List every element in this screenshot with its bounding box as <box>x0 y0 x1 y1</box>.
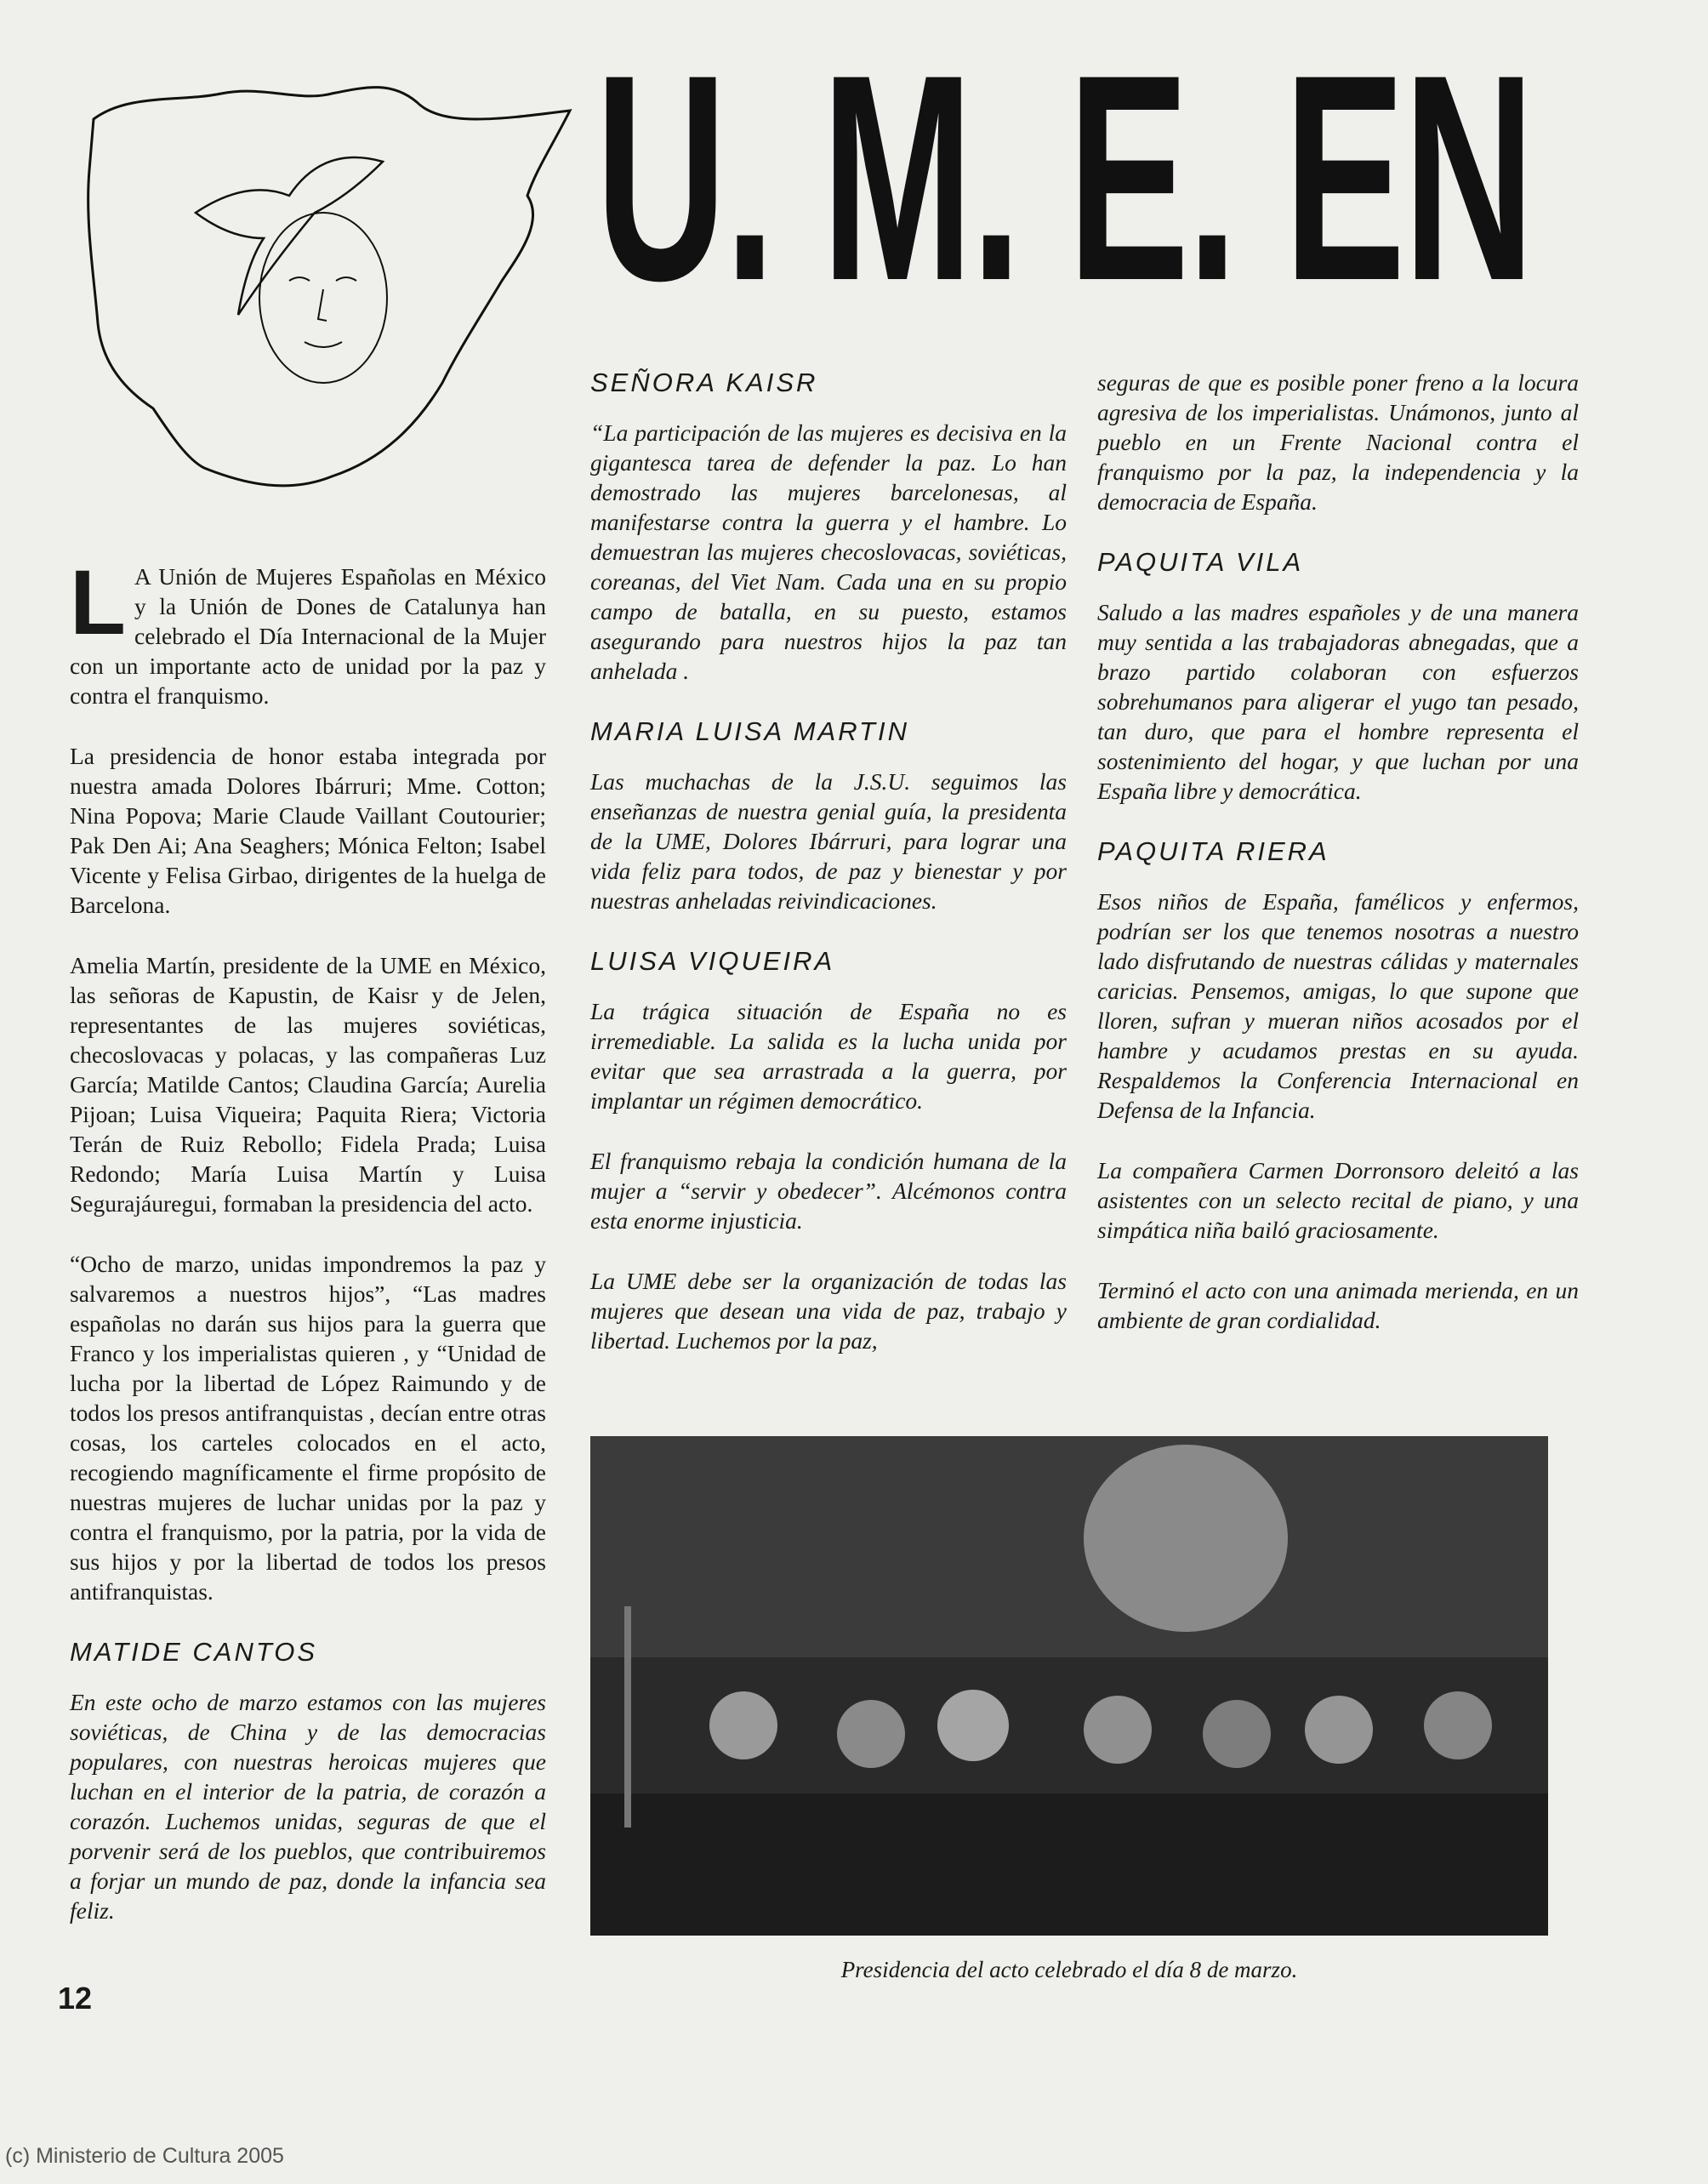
copyright-notice: (c) Ministerio de Cultura 2005 <box>5 2144 284 2168</box>
heading-paquita-vila: PAQUITA VILA <box>1097 547 1304 577</box>
honor-presidency-paragraph: La presidencia de honor estaba integrada por nuestra amada Dolores Ibárruri; Mme. Cotton; Nina Popova; Marie Claude Vaillant Coutourier; Pak Den Ai; Ana Seaghers; Mónica Felton; Isabel Vicente y Felisa Girbao, dirigentes de la huelga de Barcelona. <box>70 743 546 918</box>
event-photo <box>590 1436 1548 1936</box>
continued-text: seguras de que es posible poner freno a la locura agresiva de los imperialistas. Unámonos, junto al pueblo en un Frente Nacional contra el franquismo por la paz, la independencia y la democracia de España. <box>1097 369 1579 515</box>
luisa-viqueira-text-3: La UME debe ser la organización de todas las mujeres que desean una vida de paz, trabajo y libertad. Luchemos por la paz, <box>590 1268 1067 1354</box>
photo-caption: Presidencia del acto celebrado el día 8 de marzo. <box>840 1957 1298 1982</box>
luisa-viqueira-text-2: El franquismo rebaja la condición humana de la mujer a “servir y obedecer”. Alcémonos contra esta enorme injusticia. <box>590 1148 1067 1234</box>
matide-cantos-text: En este ocho de marzo estamos con las mujeres soviéticas, de China y de las democracias populares, con nuestras heroicas mujeres que luchan en el interior de la patria, de corazón a corazón. Luchemos unidas, seguras de que el porvenir será de los pueblos, que contribuiremos a forjar un mundo de paz, donde la infancia sea feliz. <box>70 1689 546 1924</box>
luisa-viqueira-text-1: La trágica situación de España no es irremediable. La salida es la lucha unida por evitar que sea arrastrada a la guerra, por implantar un régimen democrático. <box>590 998 1067 1114</box>
page-number: 12 <box>58 1981 93 2016</box>
heading-luisa-viqueira: LUISA VIQUEIRA <box>590 946 835 976</box>
iberia-map-illustration <box>77 68 587 510</box>
posters-paragraph: “Ocho de marzo, unidas impondremos la paz y salvaremos a nuestros hijos”, “Las madres españolas no darán sus hijos para la guerra que Franco y los imperialistas quieren , y “Unidad de lucha por la libertad de López Raimundo y de todos los presos antifranquistas , decían entre otras cosas, los carteles colocados en el acto, recogiendo magníficamente el firme propósito de nuestras mujeres de luchar unidas por la paz y contra el franquismo, por la patria, por la vida de sus hijos y por la libertad de todos los presos antifranquistas. <box>70 1251 546 1605</box>
intro-text: A Unión de Mujeres Españolas en México y la Unión de Dones de Catalunya han celebrado el Día Internacional de la Mujer con un importante acto de unidad por la paz y contra el franquismo. <box>70 563 546 709</box>
carmen-dorronsoro-text: La compañera Carmen Dorronsoro deleitó a las asistentes con un selecto recital de piano, y una simpática niña bailó graciosamente. <box>1097 1157 1579 1243</box>
heading-senora-kaisr: SEÑORA KAISR <box>590 368 818 397</box>
intro-paragraph <box>70 550 546 710</box>
senora-kaisr-text: “La participación de las mujeres es decisiva en la gigantesca tarea de defender la paz. Lo han demostrado las mujeres barcelonesas, al manifestarse contra la guerra y el hambre. Lo demuestran las mujeres checoslovacas, soviéticas, coreanas, del Viet Nam. Cada una en su propio campo de batalla, en su puesto, estamos asegurando para nuestros hijos la paz tan anhelada . <box>590 419 1067 684</box>
event-photo-drawing <box>590 1436 1548 1936</box>
maria-luisa-martin-text: Las muchachas de la J.S.U. seguimos las enseñanzas de nuestra genial guía, la presidenta de la UME, Dolores Ibárruri, para lograr una vida feliz para todos, de paz y bienestar y por nuestras anheladas reivindicaciones. <box>590 768 1067 914</box>
heading-matide-cantos: MATIDE CANTOS <box>70 1637 318 1667</box>
headline: U. M. E. EN <box>595 14 1533 342</box>
paquita-vila-text: Saludo a las madres españoles y de una manera muy sentida a las trabajadoras abnegadas, que a brazo partido colaboran con esfuerzos sobrehumanos para aligerar el yugo tan pesado, tan duro, que para el hombre representa el sostenimiento del hogar, y que luchan por una España libre y democrática. <box>1097 599 1579 804</box>
presidency-paragraph: Amelia Martín, presidente de la UME en México, las señoras de Kapustin, de Kaisr y de Jelen, representantes de las mujeres soviéticas, checoslovacas y polacas, y las compañeras Luz García; Matilde Cantos; Claudina García; Aurelia Pijoan; Luisa Viqueira; Paquita Riera; Victoria Terán de Ruiz Rebollo; Fidela Prada; Luisa Redondo; María Luisa Martín y Luisa Segurajáuregui, formaban la presidencia del acto. <box>70 952 546 1217</box>
drop-cap: L <box>70 550 126 653</box>
heading-maria-luisa-martin: MARIA LUISA MARTIN <box>590 716 909 746</box>
middle-column <box>590 368 1067 1386</box>
paquita-riera-text: Esos niños de España, famélicos y enfermos, podrían ser los que tenemos nosotras a nuestro lado disfrutando de nuestras cálidas y maternales caricias. Pensemos, amigas, lo que supone que lloren, sufran y mueran niños acosados por el hambre y acudamos prestas en su ayuda. Respaldemos la Conferencia Internacional en Defensa de la Infancia. <box>1097 888 1579 1123</box>
heading-paquita-riera: PAQUITA RIERA <box>1097 836 1329 866</box>
closing-text: Terminó el acto con una animada merienda, en un ambiente de gran cordialidad. <box>1097 1277 1579 1333</box>
left-column <box>70 550 546 1956</box>
right-column <box>1097 368 1579 1366</box>
